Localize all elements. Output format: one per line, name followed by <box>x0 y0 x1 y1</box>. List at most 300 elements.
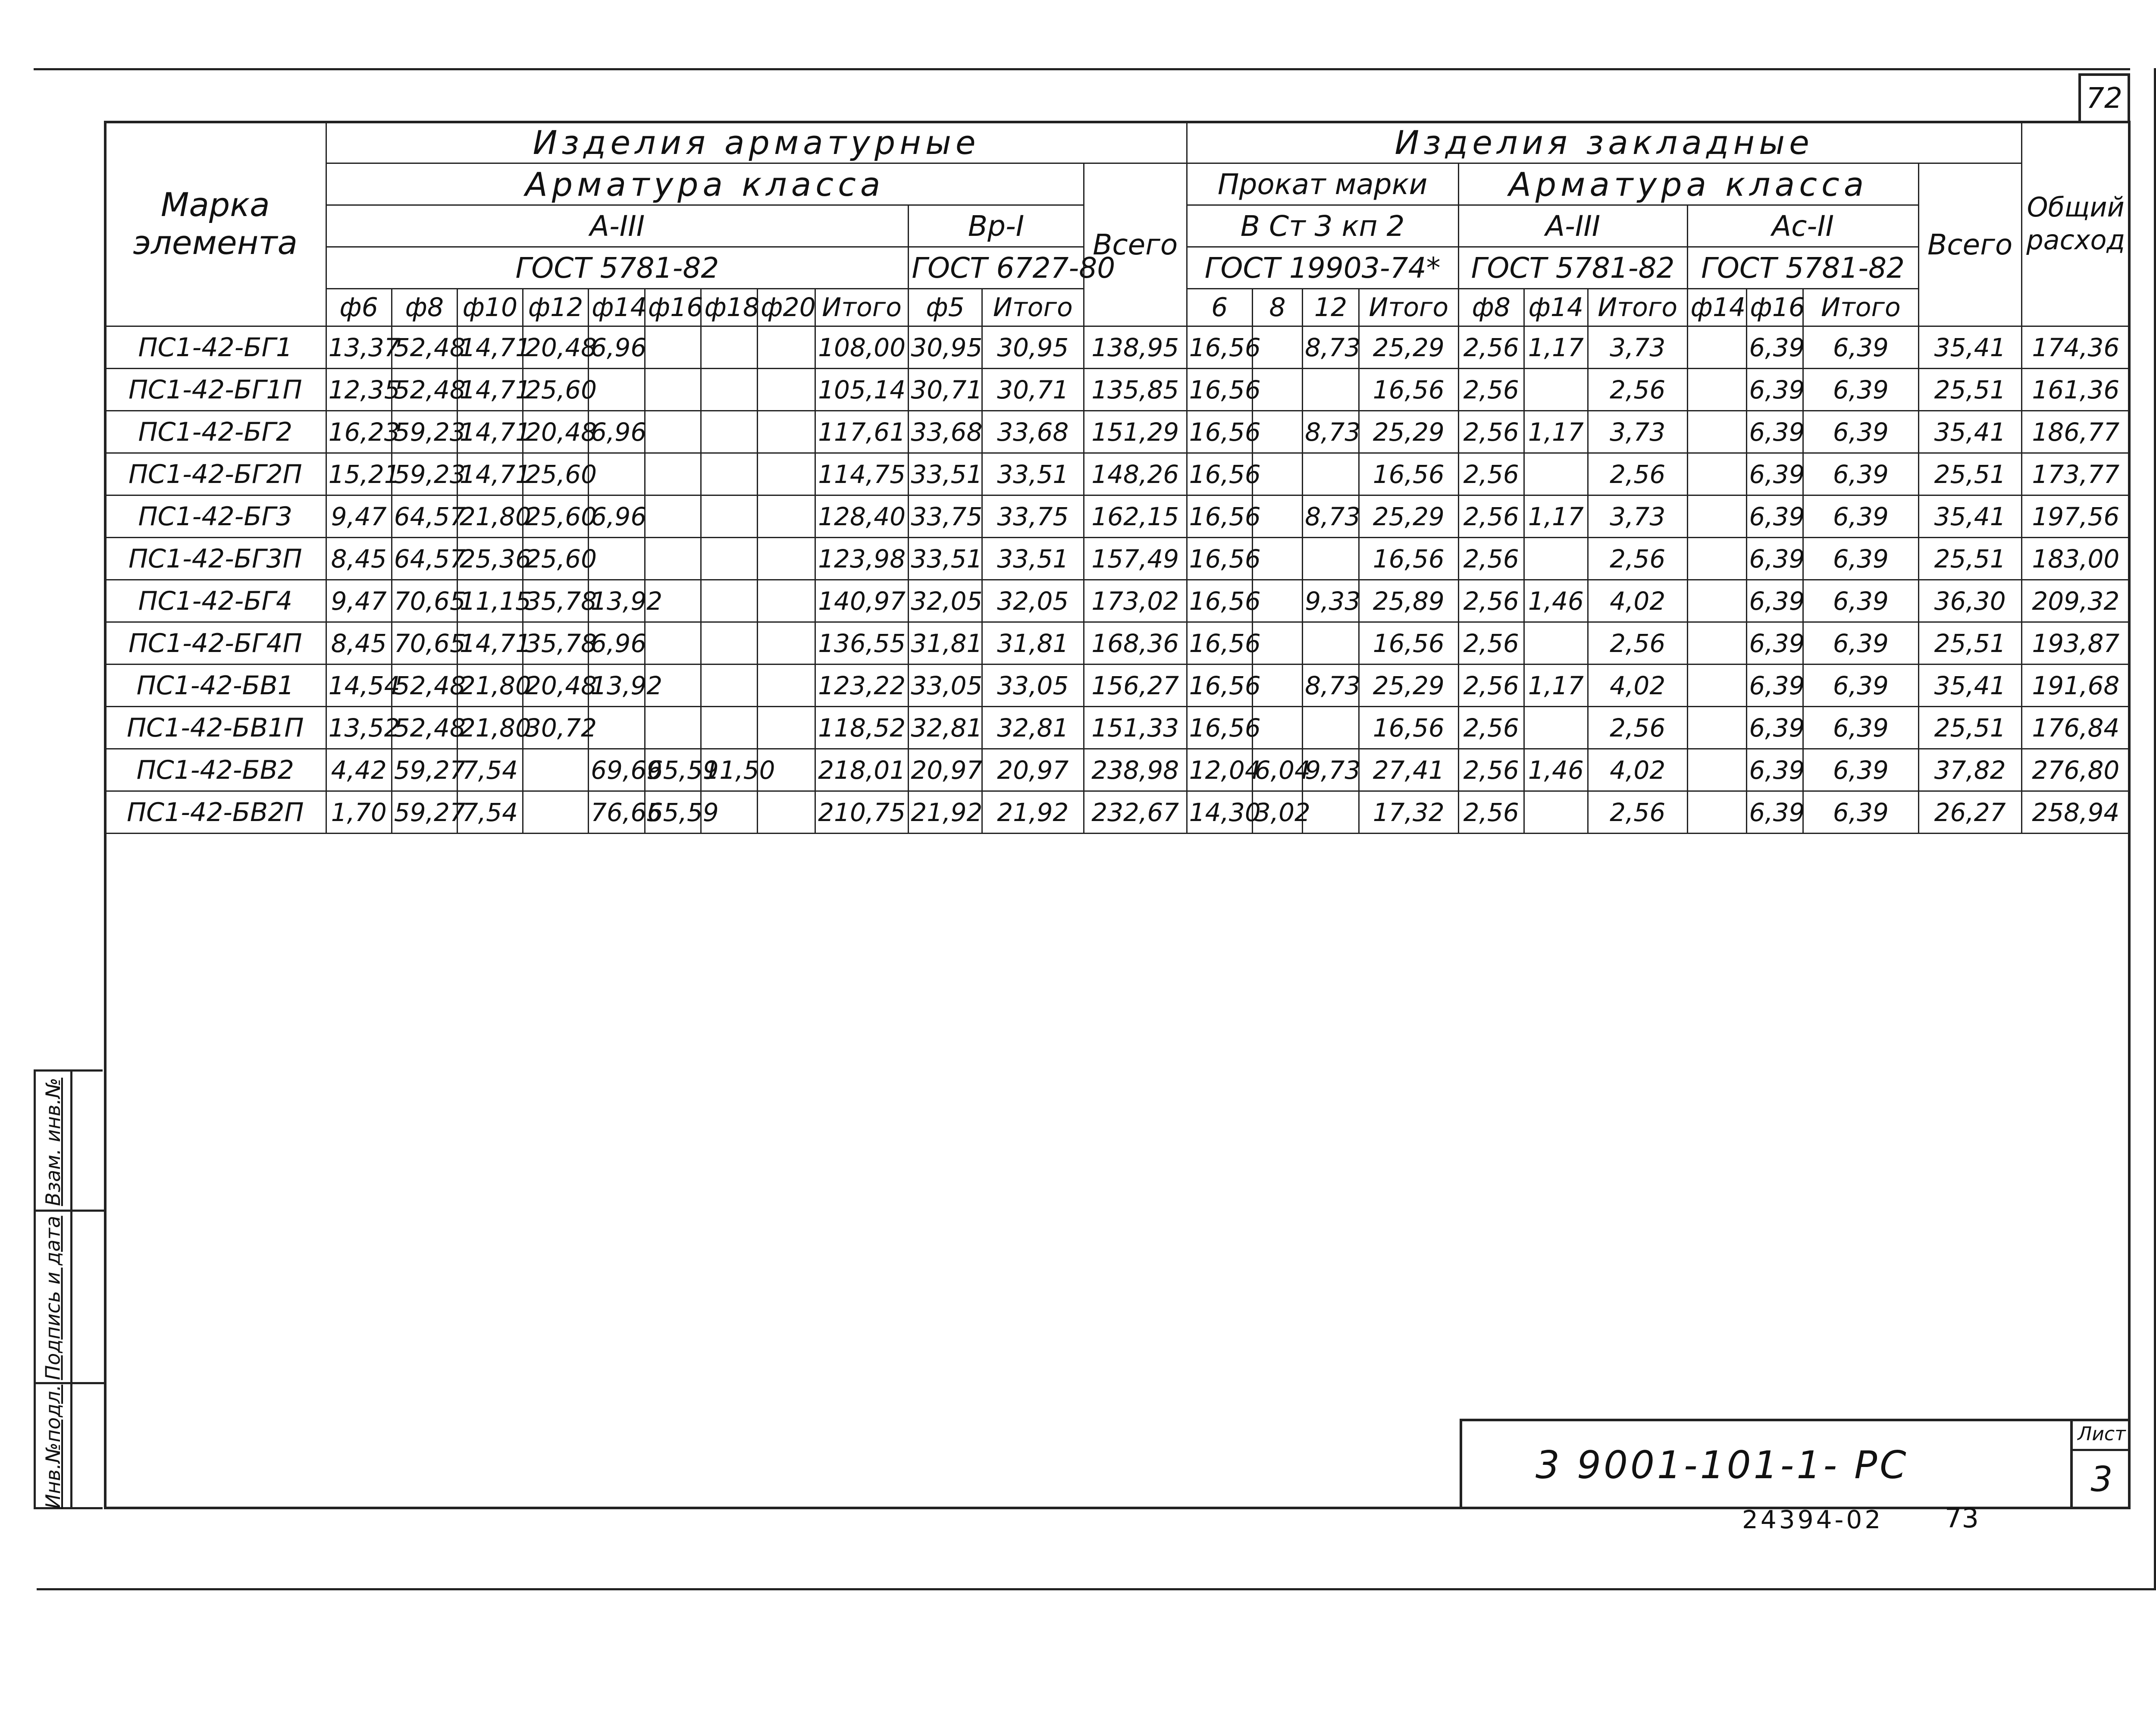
value-cell <box>589 538 645 580</box>
value-cell: 25,29 <box>1359 326 1458 369</box>
value-cell: 12,35 <box>326 369 392 411</box>
element-mark-cell: ПС1-42-БГ4 <box>105 580 326 622</box>
value-cell: 20,48 <box>523 411 588 453</box>
value-cell: 151,33 <box>1084 707 1187 749</box>
value-cell <box>645 453 701 495</box>
element-mark-cell: ПС1-42-БГ2 <box>105 411 326 453</box>
value-cell: 33,75 <box>982 495 1084 538</box>
value-cell: 6,39 <box>1803 326 1919 369</box>
value-cell: 161,36 <box>2021 369 2130 411</box>
value-cell: 135,85 <box>1084 369 1187 411</box>
group-embedded: Изделия закладные <box>1187 122 2021 163</box>
value-cell <box>758 453 815 495</box>
reinf-a3-header: А-III <box>326 205 909 247</box>
value-cell: 1,46 <box>1524 580 1588 622</box>
value-cell: 25,89 <box>1359 580 1458 622</box>
value-cell <box>1687 411 1747 453</box>
sidebar-label-inventory: Инв.№подл. <box>41 1384 65 1509</box>
subheader-cell: ф16 <box>1747 289 1803 326</box>
value-cell: 151,29 <box>1084 411 1187 453</box>
value-cell: 33,05 <box>909 665 982 707</box>
value-cell: 173,77 <box>2021 453 2130 495</box>
value-cell <box>758 369 815 411</box>
element-mark-cell: ПС1-42-БГ1 <box>105 326 326 369</box>
value-cell: 16,23 <box>326 411 392 453</box>
value-cell: 1,17 <box>1524 326 1588 369</box>
value-cell: 14,54 <box>326 665 392 707</box>
value-cell: 32,05 <box>982 580 1084 622</box>
value-cell: 7,54 <box>457 791 523 834</box>
value-cell <box>1687 538 1747 580</box>
subheader-cell: ф6 <box>326 289 392 326</box>
subheader-cell: Итого <box>1803 289 1919 326</box>
value-cell: 1,17 <box>1524 495 1588 538</box>
value-cell: 3,02 <box>1252 791 1302 834</box>
value-cell: 25,51 <box>1918 369 2021 411</box>
subheader-cell: ф8 <box>392 289 457 326</box>
value-cell: 13,92 <box>589 580 645 622</box>
value-cell: 117,61 <box>815 411 908 453</box>
value-cell: 3,73 <box>1588 495 1687 538</box>
value-cell: 2,56 <box>1458 707 1524 749</box>
value-cell <box>1524 622 1588 665</box>
value-cell: 14,71 <box>457 453 523 495</box>
value-cell: 2,56 <box>1458 665 1524 707</box>
value-cell: 20,97 <box>909 749 982 791</box>
value-cell <box>701 369 758 411</box>
value-cell: 6,39 <box>1747 411 1803 453</box>
embed-total-header: Всего <box>1918 163 2021 326</box>
value-cell: 6,39 <box>1803 622 1919 665</box>
value-cell: 33,68 <box>982 411 1084 453</box>
value-cell: 2,56 <box>1458 538 1524 580</box>
value-cell: 33,75 <box>909 495 982 538</box>
value-cell: 21,92 <box>982 791 1084 834</box>
value-cell: 8,73 <box>1303 411 1359 453</box>
value-cell <box>1687 622 1747 665</box>
rolled-header: Прокат марки <box>1187 163 1458 205</box>
bottom-rule <box>37 1588 2156 1590</box>
value-cell <box>1524 538 1588 580</box>
value-cell: 6,39 <box>1747 580 1803 622</box>
value-cell: 2,56 <box>1588 622 1687 665</box>
value-cell: 15,21 <box>326 453 392 495</box>
value-cell: 25,60 <box>523 453 588 495</box>
value-cell: 6,39 <box>1747 665 1803 707</box>
value-cell: 8,45 <box>326 622 392 665</box>
subheader-cell: Итого <box>815 289 908 326</box>
archive-number: 24394-02 <box>1742 1505 1883 1534</box>
value-cell: 16,56 <box>1187 411 1252 453</box>
reinf-total-header: Всего <box>1084 163 1187 326</box>
embed-a2-gost: ГОСТ 5781-82 <box>1687 247 1918 289</box>
value-cell <box>758 538 815 580</box>
value-cell: 156,27 <box>1084 665 1187 707</box>
value-cell: 138,95 <box>1084 326 1187 369</box>
value-cell: 218,01 <box>815 749 908 791</box>
value-cell: 33,51 <box>982 453 1084 495</box>
value-cell: 25,29 <box>1359 665 1458 707</box>
value-cell: 118,52 <box>815 707 908 749</box>
subheader-cell: ф12 <box>523 289 588 326</box>
value-cell: 3,73 <box>1588 326 1687 369</box>
value-cell: 31,81 <box>982 622 1084 665</box>
value-cell: 183,00 <box>2021 538 2130 580</box>
sidebar-label-replace: Взам. инв.№ <box>41 1077 65 1206</box>
subheader-cell: ф14 <box>1524 289 1588 326</box>
value-cell: 186,77 <box>2021 411 2130 453</box>
value-cell <box>523 791 588 834</box>
subheader-cell: ф5 <box>909 289 982 326</box>
value-cell <box>1303 538 1359 580</box>
value-cell: 105,14 <box>815 369 908 411</box>
table-row <box>105 580 2130 622</box>
value-cell: 20,48 <box>523 665 588 707</box>
value-cell: 16,56 <box>1359 369 1458 411</box>
value-cell <box>1687 791 1747 834</box>
value-cell <box>1303 369 1359 411</box>
value-cell: 1,70 <box>326 791 392 834</box>
value-cell <box>758 580 815 622</box>
value-cell <box>1303 453 1359 495</box>
value-cell: 8,73 <box>1303 665 1359 707</box>
value-cell: 191,68 <box>2021 665 2130 707</box>
value-cell <box>701 453 758 495</box>
value-cell: 4,02 <box>1588 749 1687 791</box>
value-cell: 16,56 <box>1187 495 1252 538</box>
value-cell: 128,40 <box>815 495 908 538</box>
value-cell <box>1687 326 1747 369</box>
value-cell <box>701 665 758 707</box>
value-cell: 33,51 <box>909 453 982 495</box>
value-cell: 33,51 <box>982 538 1084 580</box>
value-cell: 64,57 <box>392 495 457 538</box>
value-cell: 27,41 <box>1359 749 1458 791</box>
value-cell: 70,65 <box>392 580 457 622</box>
archive-sidebar <box>34 1069 103 1509</box>
value-cell <box>701 580 758 622</box>
value-cell <box>523 749 588 791</box>
title-stamp <box>1460 1419 2131 1509</box>
value-cell: 14,71 <box>457 411 523 453</box>
element-mark-cell: ПС1-42-БВ2П <box>105 791 326 834</box>
value-cell: 33,51 <box>909 538 982 580</box>
value-cell: 16,56 <box>1359 707 1458 749</box>
subheader-cell: ф16 <box>645 289 701 326</box>
value-cell: 6,39 <box>1803 411 1919 453</box>
value-cell: 6,39 <box>1747 707 1803 749</box>
subheader-cell: Итого <box>1588 289 1687 326</box>
element-mark-cell: ПС1-42-БГ1П <box>105 369 326 411</box>
value-cell: 8,45 <box>326 538 392 580</box>
value-cell <box>1687 707 1747 749</box>
value-cell: 2,56 <box>1588 369 1687 411</box>
value-cell: 13,52 <box>326 707 392 749</box>
value-cell: 16,56 <box>1187 538 1252 580</box>
value-cell: 123,98 <box>815 538 908 580</box>
value-cell <box>1687 665 1747 707</box>
value-cell <box>1303 622 1359 665</box>
value-cell: 13,37 <box>326 326 392 369</box>
value-cell: 7,54 <box>457 749 523 791</box>
value-cell: 173,02 <box>1084 580 1187 622</box>
value-cell: 76,65 <box>589 791 645 834</box>
value-cell: 157,49 <box>1084 538 1187 580</box>
value-cell <box>1687 453 1747 495</box>
value-cell: 16,56 <box>1187 707 1252 749</box>
value-cell: 21,80 <box>457 707 523 749</box>
value-cell <box>645 495 701 538</box>
value-cell: 2,56 <box>1588 707 1687 749</box>
value-cell: 14,30 <box>1187 791 1252 834</box>
value-cell <box>589 707 645 749</box>
table-row <box>105 749 2130 791</box>
value-cell <box>758 326 815 369</box>
value-cell <box>645 411 701 453</box>
value-cell: 16,56 <box>1187 453 1252 495</box>
element-mark-cell: ПС1-42-БГ3П <box>105 538 326 580</box>
value-cell: 35,78 <box>523 622 588 665</box>
value-cell: 30,72 <box>523 707 588 749</box>
value-cell: 33,05 <box>982 665 1084 707</box>
value-cell: 21,80 <box>457 665 523 707</box>
value-cell <box>645 326 701 369</box>
value-cell: 11,15 <box>457 580 523 622</box>
value-cell: 136,55 <box>815 622 908 665</box>
value-cell: 70,65 <box>392 622 457 665</box>
value-cell: 69,69 <box>589 749 645 791</box>
value-cell <box>1303 707 1359 749</box>
right-rule <box>2154 68 2156 1590</box>
value-cell <box>645 538 701 580</box>
value-cell: 6,04 <box>1252 749 1302 791</box>
value-cell: 232,67 <box>1084 791 1187 834</box>
value-cell: 16,56 <box>1359 453 1458 495</box>
value-cell: 25,29 <box>1359 495 1458 538</box>
value-cell <box>1524 707 1588 749</box>
value-cell: 176,84 <box>2021 707 2130 749</box>
subheader-cell: ф14 <box>1687 289 1747 326</box>
value-cell <box>1687 495 1747 538</box>
value-cell <box>589 453 645 495</box>
value-cell: 30,71 <box>909 369 982 411</box>
value-cell: 6,39 <box>1747 453 1803 495</box>
value-cell <box>1687 749 1747 791</box>
value-cell: 12,04 <box>1187 749 1252 791</box>
value-cell: 6,39 <box>1803 538 1919 580</box>
sidebar-label-signature: Подпись и дата <box>41 1216 65 1380</box>
value-cell <box>701 707 758 749</box>
value-cell: 25,60 <box>523 369 588 411</box>
value-cell: 9,47 <box>326 495 392 538</box>
value-cell <box>1524 453 1588 495</box>
value-cell <box>701 495 758 538</box>
value-cell: 140,97 <box>815 580 908 622</box>
value-cell <box>758 622 815 665</box>
value-cell: 30,95 <box>982 326 1084 369</box>
page-number: 73 <box>1945 1502 1979 1534</box>
value-cell: 9,33 <box>1303 580 1359 622</box>
value-cell: 35,41 <box>1918 326 2021 369</box>
value-cell: 52,48 <box>392 707 457 749</box>
element-mark-cell: ПС1-42-БГ2П <box>105 453 326 495</box>
table-row <box>105 707 2130 749</box>
value-cell <box>701 411 758 453</box>
subheader-cell: 12 <box>1303 289 1359 326</box>
value-cell: 197,56 <box>2021 495 2130 538</box>
value-cell: 6,39 <box>1803 453 1919 495</box>
subheader-cell: ф18 <box>701 289 758 326</box>
value-cell <box>758 495 815 538</box>
value-cell: 2,56 <box>1458 791 1524 834</box>
value-cell: 13,92 <box>589 665 645 707</box>
value-cell: 6,39 <box>1803 791 1919 834</box>
value-cell: 35,78 <box>523 580 588 622</box>
value-cell: 37,82 <box>1918 749 2021 791</box>
value-cell: 123,22 <box>815 665 908 707</box>
value-cell: 2,56 <box>1458 622 1524 665</box>
value-cell: 6,39 <box>1803 707 1919 749</box>
value-cell: 2,56 <box>1458 453 1524 495</box>
value-cell: 16,56 <box>1359 622 1458 665</box>
value-cell: 64,57 <box>392 538 457 580</box>
value-cell: 6,39 <box>1803 665 1919 707</box>
value-cell: 25,36 <box>457 538 523 580</box>
value-cell: 2,56 <box>1588 791 1687 834</box>
element-mark-cell: ПС1-42-БВ2 <box>105 749 326 791</box>
value-cell: 2,56 <box>1588 538 1687 580</box>
table-row <box>105 411 2130 453</box>
value-cell: 32,81 <box>909 707 982 749</box>
value-cell: 108,00 <box>815 326 908 369</box>
embed-a3-header: А-III <box>1458 205 1687 247</box>
table-row <box>105 495 2130 538</box>
embed-a3-gost: ГОСТ 5781-82 <box>1458 247 1687 289</box>
value-cell: 14,71 <box>457 369 523 411</box>
value-cell: 52,48 <box>392 665 457 707</box>
value-cell: 4,02 <box>1588 665 1687 707</box>
value-cell: 59,27 <box>392 749 457 791</box>
subheader-cell: ф20 <box>758 289 815 326</box>
value-cell <box>758 791 815 834</box>
reinf-vr-gost: ГОСТ 6727-80 <box>909 247 1084 289</box>
value-cell: 174,36 <box>2021 326 2130 369</box>
value-cell: 16,56 <box>1187 622 1252 665</box>
value-cell <box>589 369 645 411</box>
element-mark-cell: ПС1-42-БВ1 <box>105 665 326 707</box>
sheet-number: 3 <box>2090 1459 2113 1499</box>
value-cell <box>645 707 701 749</box>
value-cell: 1,17 <box>1524 665 1588 707</box>
value-cell: 32,05 <box>909 580 982 622</box>
value-cell: 6,96 <box>589 411 645 453</box>
value-cell: 25,29 <box>1359 411 1458 453</box>
sheet-column <box>2070 1421 2131 1509</box>
value-cell: 30,71 <box>982 369 1084 411</box>
element-mark-cell: ПС1-42-БГ4П <box>105 622 326 665</box>
embed-class-header: Арматура класса <box>1458 163 1918 205</box>
value-cell: 6,39 <box>1747 791 1803 834</box>
value-cell: 6,96 <box>589 622 645 665</box>
value-cell: 193,87 <box>2021 622 2130 665</box>
value-cell: 36,30 <box>1918 580 2021 622</box>
embed-a2-header: Ас-II <box>1687 205 1918 247</box>
value-cell: 59,27 <box>392 791 457 834</box>
value-cell: 17,32 <box>1359 791 1458 834</box>
value-cell: 26,27 <box>1918 791 2021 834</box>
value-cell: 16,56 <box>1187 665 1252 707</box>
value-cell: 6,39 <box>1747 369 1803 411</box>
value-cell: 16,56 <box>1187 369 1252 411</box>
value-cell <box>1687 580 1747 622</box>
value-cell: 209,32 <box>2021 580 2130 622</box>
table-row <box>105 622 2130 665</box>
value-cell: 4,02 <box>1588 580 1687 622</box>
value-cell: 6,39 <box>1803 369 1919 411</box>
value-cell: 65,59 <box>645 791 701 834</box>
value-cell: 6,39 <box>1747 749 1803 791</box>
value-cell: 25,51 <box>1918 707 2021 749</box>
rolled-gost: ГОСТ 19903-74* <box>1187 247 1458 289</box>
value-cell: 6,39 <box>1803 495 1919 538</box>
value-cell <box>701 622 758 665</box>
table-row <box>105 369 2130 411</box>
value-cell: 2,56 <box>1458 495 1524 538</box>
value-cell: 114,75 <box>815 453 908 495</box>
rolled-grade: В Ст 3 кп 2 <box>1187 205 1458 247</box>
sheet-label: Лист <box>2073 1421 2131 1451</box>
value-cell: 9,73 <box>1303 749 1359 791</box>
value-cell: 21,92 <box>909 791 982 834</box>
reinf-a3-gost: ГОСТ 5781-82 <box>326 247 909 289</box>
value-cell: 14,71 <box>457 622 523 665</box>
value-cell: 65,59 <box>645 749 701 791</box>
document-code: 3 9001-101-1- РС <box>1536 1443 1909 1487</box>
reinf-class-header: Арматура класса <box>326 163 1084 205</box>
value-cell: 52,48 <box>392 326 457 369</box>
mark-header: Марка элемента <box>105 122 326 326</box>
top-rule <box>34 68 2130 70</box>
value-cell: 6,96 <box>589 495 645 538</box>
value-cell: 6,39 <box>1747 622 1803 665</box>
value-cell: 168,36 <box>1084 622 1187 665</box>
value-cell: 25,51 <box>1918 622 2021 665</box>
value-cell: 148,26 <box>1084 453 1187 495</box>
value-cell: 30,95 <box>909 326 982 369</box>
value-cell: 32,81 <box>982 707 1084 749</box>
value-cell <box>645 622 701 665</box>
value-cell: 6,39 <box>1747 495 1803 538</box>
value-cell: 8,73 <box>1303 326 1359 369</box>
element-mark-cell: ПС1-42-БВ1П <box>105 707 326 749</box>
reinf-vr1-header: Вр-I <box>909 205 1084 247</box>
value-cell: 6,96 <box>589 326 645 369</box>
value-cell: 35,41 <box>1918 495 2021 538</box>
value-cell <box>1687 369 1747 411</box>
subheader-cell: ф14 <box>589 289 645 326</box>
value-cell <box>701 538 758 580</box>
value-cell: 16,56 <box>1359 538 1458 580</box>
value-cell: 1,17 <box>1524 411 1588 453</box>
value-cell: 6,39 <box>1803 749 1919 791</box>
subheader-cell: ф10 <box>457 289 523 326</box>
value-cell: 8,73 <box>1303 495 1359 538</box>
subheader-cell: 8 <box>1252 289 1302 326</box>
value-cell: 2,56 <box>1458 326 1524 369</box>
value-cell: 59,23 <box>392 411 457 453</box>
value-cell: 238,98 <box>1084 749 1187 791</box>
subheader-cell: Итого <box>1359 289 1458 326</box>
